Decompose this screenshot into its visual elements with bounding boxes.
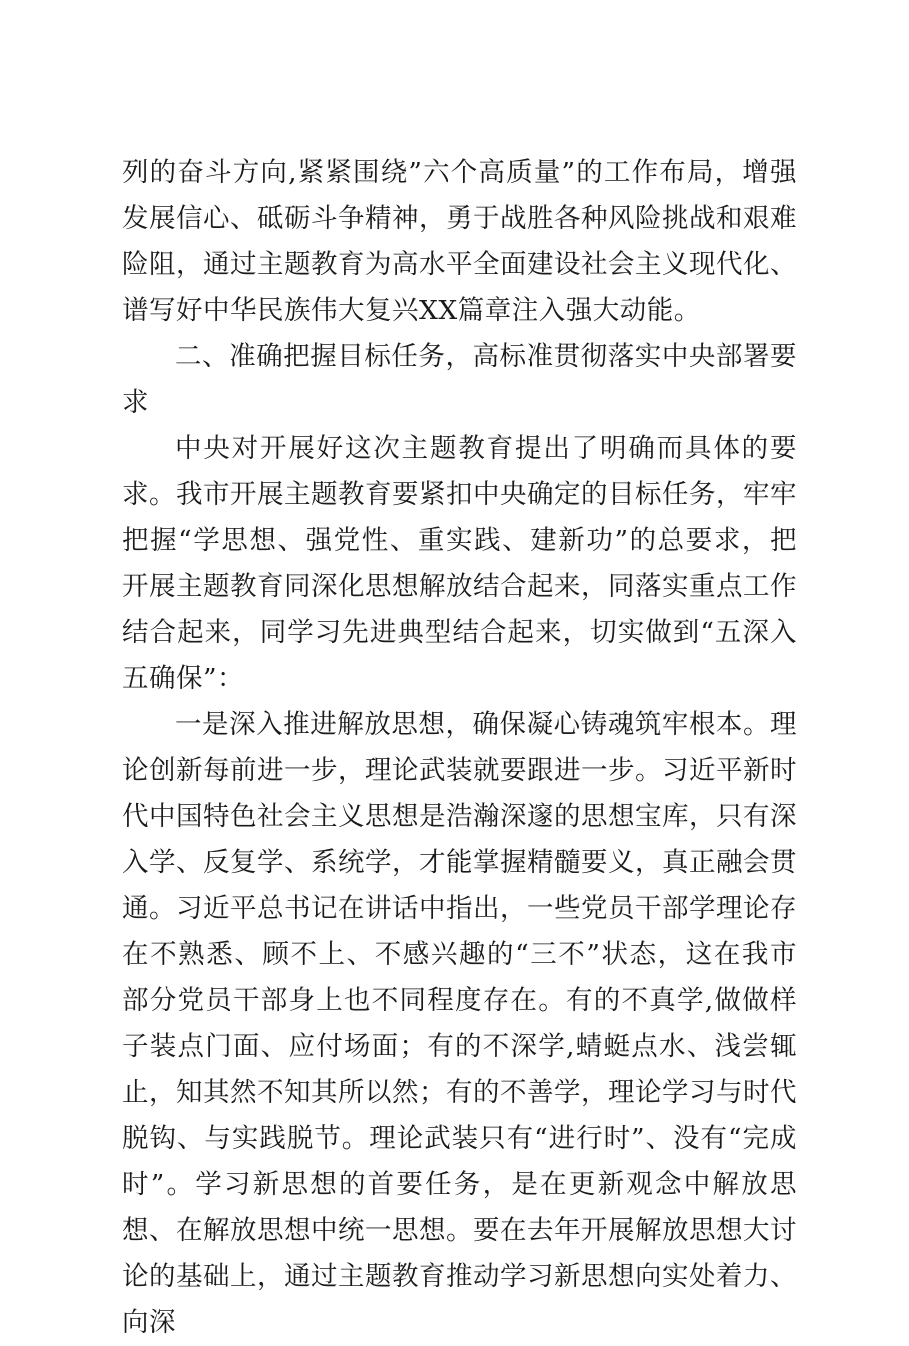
section-heading: 二、准确把握目标任务，高标准贯彻落实中央部署要求 [122,341,797,418]
paragraph-intro: 中央对开展好这次主题教育提出了明确而具体的要求。我市开展主题教育要紧扣中央确定的目标任务，牢牢把握“学思想、强党性、重实践、建新功”的总要求，把开展主题教育同深化思想解放结合起来，同落实重点工作结合起来，同学习先进典型结合起来，切实做到“五深入五确保”： [122,433,797,694]
document-body [122,150,797,1346]
paragraph-continuation: 列的奋斗方向,紧紧围绕”六个高质量”的工作布局，增强发展信心、砥砺斗争精神，勇于战胜各种风险挑战和艰难险阻，通过主题教育为高水平全面建设社会主义现代化、谱写好中华民族伟大复兴XX篇章注入强大动能。 [122,157,797,326]
paragraph-point-one: 一是深入推进解放思想，确保凝心铸魂筑牢根本。理论创新每前进一步，理论武装就要跟进一步。习近平新时代中国特色社会主义思想是浩瀚深邃的思想宝库，只有深入学、反复学、系统学，才能掌握精髓要义，真正融会贯通。习近平总书记在讲话中指出，一些党员干部学理论存在不熟悉、顾不上、不感兴趣的“三不”状态，这在我市部分党员干部身上也不同程度存在。有的不真学,做做样子装点门面、应付场面；有的不深学,蜻蜓点水、浅尝辄止，知其然不知其所以然；有的不善学，理论学习与时代脱钩、与实践脱节。理论武装只有“进行时”、没有“完成时”。学习新思想的首要任务，是在更新观念中解放思想、在解放思想中统一思想。要在去年开展解放思想大讨论的基础上，通过主题教育推动学习新思想向实处着力、向深 [122,709,797,1338]
